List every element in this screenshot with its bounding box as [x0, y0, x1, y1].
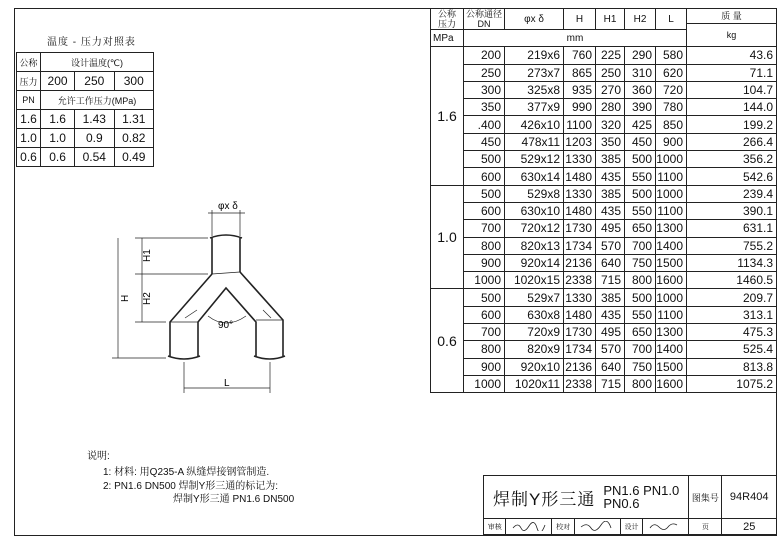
- l-cell: 850: [656, 116, 687, 133]
- title-cell: [484, 476, 689, 519]
- dims-row: [431, 220, 777, 237]
- h1-dimension-label: H1: [142, 249, 153, 262]
- notes-heading: 说明:: [87, 451, 110, 462]
- weight-cell: 1134.3: [687, 254, 777, 271]
- h2-cell: 550: [625, 202, 656, 219]
- h1-cell: 435: [596, 202, 625, 219]
- od-cell: 426x10: [505, 116, 564, 133]
- l-cell: 1500: [656, 254, 687, 271]
- tp-pressure-cell: 1.0: [41, 129, 75, 148]
- dims-header-dn: 公称通径 DN: [464, 9, 505, 30]
- od-cell: 1020x15: [505, 272, 564, 289]
- atlas-number: 94R404: [722, 476, 777, 519]
- l-cell: 1400: [656, 237, 687, 254]
- dn-cell: 200: [464, 47, 505, 64]
- od-cell: 219x6: [505, 47, 564, 64]
- od-cell: 1020x11: [505, 375, 564, 392]
- h2-cell: 700: [625, 341, 656, 358]
- weight-cell: 525.4: [687, 341, 777, 358]
- h2-cell: 310: [625, 64, 656, 81]
- l-cell: 1400: [656, 341, 687, 358]
- od-dimension-label: φx δ: [218, 201, 238, 212]
- dn-cell: 600: [464, 202, 505, 219]
- temp-pressure-table: [16, 52, 154, 167]
- l-cell: 1600: [656, 375, 687, 392]
- od-cell: 529x7: [505, 289, 564, 306]
- tp-header-work-pressure: 允许工作压力(MPa): [41, 91, 154, 110]
- weight-cell: 266.4: [687, 133, 777, 150]
- weight-cell: 239.4: [687, 185, 777, 202]
- h-cell: 1203: [564, 133, 596, 150]
- od-cell: 273x7: [505, 64, 564, 81]
- dims-header-L: L: [656, 9, 687, 30]
- weight-cell: 313.1: [687, 306, 777, 323]
- tp-header-pn2: 压力: [17, 72, 41, 91]
- dims-row: [431, 289, 777, 306]
- h1-cell: 715: [596, 272, 625, 289]
- tp-pressure-cell: 0.54: [75, 148, 114, 167]
- l-cell: 580: [656, 47, 687, 64]
- tp-temp-cell: 250: [75, 72, 114, 91]
- dn-cell: 300: [464, 81, 505, 98]
- weight-cell: 199.2: [687, 116, 777, 133]
- tp-pressure-cell: 0.6: [41, 148, 75, 167]
- h-cell: 1480: [564, 168, 596, 185]
- od-cell: 720x9: [505, 324, 564, 341]
- dims-row: [431, 99, 777, 116]
- temp-table-title: 温度 - 压力对照表: [47, 37, 136, 48]
- dims-row: [431, 116, 777, 133]
- h2-cell: 700: [625, 237, 656, 254]
- dims-row: [431, 133, 777, 150]
- title-block: [483, 475, 777, 535]
- l-cell: 780: [656, 99, 687, 116]
- h1-cell: 640: [596, 254, 625, 271]
- l-cell: 1300: [656, 220, 687, 237]
- dimensions-table: [430, 8, 777, 393]
- h1-cell: 715: [596, 375, 625, 392]
- l-cell: 1000: [656, 289, 687, 306]
- pressure-group-cell: 0.6: [431, 289, 464, 393]
- h2-cell: 425: [625, 116, 656, 133]
- dims-row: [431, 237, 777, 254]
- od-cell: 325x8: [505, 81, 564, 98]
- h1-cell: 320: [596, 116, 625, 133]
- h2-cell: 800: [625, 375, 656, 392]
- h-cell: 1480: [564, 202, 596, 219]
- h-cell: 1330: [564, 185, 596, 202]
- h-cell: 1100: [564, 116, 596, 133]
- tp-header-pn3: PN: [17, 91, 41, 110]
- h-cell: 1480: [564, 306, 596, 323]
- l-cell: 1100: [656, 202, 687, 219]
- dims-row: [431, 151, 777, 168]
- dn-cell: 800: [464, 341, 505, 358]
- weight-cell: 813.8: [687, 358, 777, 375]
- pressure-group-cell: 1.6: [431, 47, 464, 185]
- dims-header-H1: H1: [596, 9, 625, 30]
- tp-temp-cell: 300: [114, 72, 154, 91]
- tp-pressure-cell: 1.43: [75, 110, 114, 129]
- l-dimension-label: L: [224, 378, 230, 389]
- dims-header-mpa: MPa: [431, 30, 464, 47]
- od-cell: 529x8: [505, 185, 564, 202]
- dims-row: [431, 47, 777, 64]
- h2-cell: 750: [625, 358, 656, 375]
- h1-cell: 570: [596, 237, 625, 254]
- dn-cell: 700: [464, 324, 505, 341]
- weight-cell: 542.6: [687, 168, 777, 185]
- notes-line-3: 焊制Y形三通 PN1.6 DN500: [173, 494, 295, 505]
- dims-header-weight: 质 量: [687, 9, 777, 24]
- l-cell: 720: [656, 81, 687, 98]
- tp-row: [17, 148, 154, 167]
- tp-header-design-temp: 设计温度(℃): [41, 53, 154, 72]
- od-cell: 630x14: [505, 168, 564, 185]
- od-cell: 630x8: [505, 306, 564, 323]
- tp-header-pn: 公称: [17, 53, 41, 72]
- dims-row: [431, 341, 777, 358]
- h-cell: 1330: [564, 289, 596, 306]
- h2-cell: 290: [625, 47, 656, 64]
- l-cell: 1100: [656, 168, 687, 185]
- weight-cell: 144.0: [687, 99, 777, 116]
- check-signature: [574, 519, 620, 535]
- dn-cell: 900: [464, 358, 505, 375]
- dn-cell: 500: [464, 151, 505, 168]
- h1-cell: 270: [596, 81, 625, 98]
- atlas-label: 图集号: [689, 476, 722, 519]
- weight-cell: 104.7: [687, 81, 777, 98]
- dn-cell: 250: [464, 64, 505, 81]
- weight-cell: 390.1: [687, 202, 777, 219]
- h2-cell: 550: [625, 168, 656, 185]
- h-cell: 2338: [564, 375, 596, 392]
- weight-cell: 43.6: [687, 47, 777, 64]
- page-label: 页: [689, 519, 722, 535]
- dn-cell: 450: [464, 133, 505, 150]
- l-cell: 620: [656, 64, 687, 81]
- dn-cell: 500: [464, 185, 505, 202]
- l-cell: 1000: [656, 185, 687, 202]
- od-cell: 820x13: [505, 237, 564, 254]
- weight-cell: 631.1: [687, 220, 777, 237]
- dims-row: [431, 324, 777, 341]
- h2-cell: 450: [625, 133, 656, 150]
- h-cell: 990: [564, 99, 596, 116]
- dn-cell: 1000: [464, 272, 505, 289]
- h1-cell: 435: [596, 306, 625, 323]
- h-cell: 935: [564, 81, 596, 98]
- od-cell: 720x12: [505, 220, 564, 237]
- h-cell: 1730: [564, 220, 596, 237]
- dims-row: [431, 306, 777, 323]
- tp-row: [17, 129, 154, 148]
- h2-cell: 500: [625, 289, 656, 306]
- h1-cell: 385: [596, 185, 625, 202]
- dn-cell: 800: [464, 237, 505, 254]
- h-dimension-label: H: [120, 294, 131, 302]
- tp-pn-cell: 1.0: [17, 129, 41, 148]
- drawing-title: 焊制Y形三通: [493, 489, 596, 509]
- tp-pressure-cell: 0.82: [114, 129, 154, 148]
- h1-cell: 225: [596, 47, 625, 64]
- dn-cell: 600: [464, 168, 505, 185]
- h1-cell: 495: [596, 220, 625, 237]
- od-cell: 529x12: [505, 151, 564, 168]
- dims-row: [431, 254, 777, 271]
- l-cell: 1300: [656, 324, 687, 341]
- dims-header-H2: H2: [625, 9, 656, 30]
- dims-row: [431, 168, 777, 185]
- dn-cell: 1000: [464, 375, 505, 392]
- od-cell: 377x9: [505, 99, 564, 116]
- h2-cell: 750: [625, 254, 656, 271]
- h1-cell: 350: [596, 133, 625, 150]
- tp-temp-cell: 200: [41, 72, 75, 91]
- od-cell: 478x11: [505, 133, 564, 150]
- design-signature: [643, 519, 689, 535]
- dims-row: [431, 185, 777, 202]
- dims-header-kg: kg: [687, 24, 777, 47]
- weight-cell: 475.3: [687, 324, 777, 341]
- review-label: 审核: [484, 519, 506, 535]
- h2-cell: 550: [625, 306, 656, 323]
- dims-header-od: φx δ: [505, 9, 564, 30]
- h-cell: 1734: [564, 237, 596, 254]
- dn-cell: 350: [464, 99, 505, 116]
- h1-cell: 495: [596, 324, 625, 341]
- tp-pn-cell: 0.6: [17, 148, 41, 167]
- h-cell: 760: [564, 47, 596, 64]
- dims-header-pn: 公称 压力: [431, 9, 464, 30]
- dn-cell: 500: [464, 289, 505, 306]
- check-label: 校对: [552, 519, 574, 535]
- h1-cell: 280: [596, 99, 625, 116]
- dims-row: [431, 358, 777, 375]
- h1-cell: 250: [596, 64, 625, 81]
- l-cell: 1000: [656, 151, 687, 168]
- h1-cell: 435: [596, 168, 625, 185]
- h2-cell: 360: [625, 81, 656, 98]
- od-cell: 920x14: [505, 254, 564, 271]
- h-cell: 2338: [564, 272, 596, 289]
- dims-row: [431, 202, 777, 219]
- od-cell: 630x10: [505, 202, 564, 219]
- weight-cell: 71.1: [687, 64, 777, 81]
- notes-line-2: 2: PN1.6 DN500 焊制Y形三通的标记为:: [103, 481, 279, 492]
- dims-row: [431, 375, 777, 392]
- dn-cell: 700: [464, 220, 505, 237]
- h2-cell: 650: [625, 324, 656, 341]
- h-cell: 1730: [564, 324, 596, 341]
- h-cell: 865: [564, 64, 596, 81]
- pressure-grades: PN1.6 PN1.0 PN0.6: [603, 483, 680, 511]
- dn-cell: .400: [464, 116, 505, 133]
- h2-cell: 800: [625, 272, 656, 289]
- weight-cell: 1075.2: [687, 375, 777, 392]
- h2-cell: 650: [625, 220, 656, 237]
- h2-dimension-label: H2: [142, 292, 153, 305]
- dims-row: [431, 81, 777, 98]
- l-cell: 1100: [656, 306, 687, 323]
- review-signature: [506, 519, 552, 535]
- h1-cell: 385: [596, 289, 625, 306]
- dims-header-mm: mm: [464, 30, 687, 47]
- dims-row: [431, 64, 777, 81]
- h1-cell: 385: [596, 151, 625, 168]
- l-cell: 1600: [656, 272, 687, 289]
- tp-row: [17, 110, 154, 129]
- tp-pressure-cell: 1.31: [114, 110, 154, 129]
- dims-header-H: H: [564, 9, 596, 30]
- h-cell: 2136: [564, 358, 596, 375]
- page-number: 25: [722, 519, 777, 535]
- h1-cell: 640: [596, 358, 625, 375]
- od-cell: 820x9: [505, 341, 564, 358]
- h2-cell: 500: [625, 151, 656, 168]
- weight-cell: 1460.5: [687, 272, 777, 289]
- h2-cell: 500: [625, 185, 656, 202]
- weight-cell: 209.7: [687, 289, 777, 306]
- design-label: 设计: [620, 519, 642, 535]
- tp-pn-cell: 1.6: [17, 110, 41, 129]
- notes-line-1: 1: 材料: 用Q235-A 纵缝焊接钢管制造.: [103, 467, 270, 478]
- h-cell: 2136: [564, 254, 596, 271]
- angle-label: 90°: [218, 320, 234, 331]
- h-cell: 1734: [564, 341, 596, 358]
- l-cell: 1500: [656, 358, 687, 375]
- weight-cell: 356.2: [687, 151, 777, 168]
- h2-cell: 390: [625, 99, 656, 116]
- od-cell: 920x10: [505, 358, 564, 375]
- l-cell: 900: [656, 133, 687, 150]
- dn-cell: 600: [464, 306, 505, 323]
- tp-pressure-cell: 0.49: [114, 148, 154, 167]
- h1-cell: 570: [596, 341, 625, 358]
- pressure-group-cell: 1.0: [431, 185, 464, 289]
- dn-cell: 900: [464, 254, 505, 271]
- tp-pressure-cell: 0.9: [75, 129, 114, 148]
- dims-row: [431, 272, 777, 289]
- weight-cell: 755.2: [687, 237, 777, 254]
- h-cell: 1330: [564, 151, 596, 168]
- tp-pressure-cell: 1.6: [41, 110, 75, 129]
